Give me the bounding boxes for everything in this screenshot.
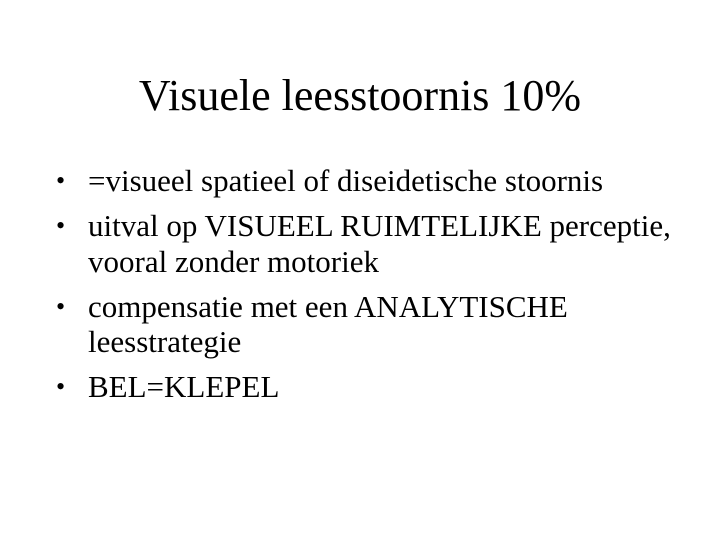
bullet-text: BEL=KLEPEL (88, 369, 280, 404)
bullet-item (54, 208, 694, 279)
bullet-icon: • (56, 291, 66, 321)
bullet-icon: • (56, 166, 66, 195)
bullet-text: =visueel spatieel of diseidetische stoornis (88, 163, 604, 198)
slide-title: Visuele leesstoornis 10% (138, 71, 582, 120)
bullet-icon: • (56, 372, 66, 401)
bullet-text: uitval op VISUEEL RUIMTELIJKE perceptie, vooral zonder motoriek (88, 208, 671, 279)
bullet-text: compensatie met een ANALYTISCHE leesstrategie (88, 288, 568, 359)
bullet-item (54, 369, 694, 405)
bullet-icon: • (56, 211, 66, 240)
bullet-list (54, 163, 694, 414)
bullet-item (54, 289, 694, 360)
bullet-item (54, 163, 694, 199)
